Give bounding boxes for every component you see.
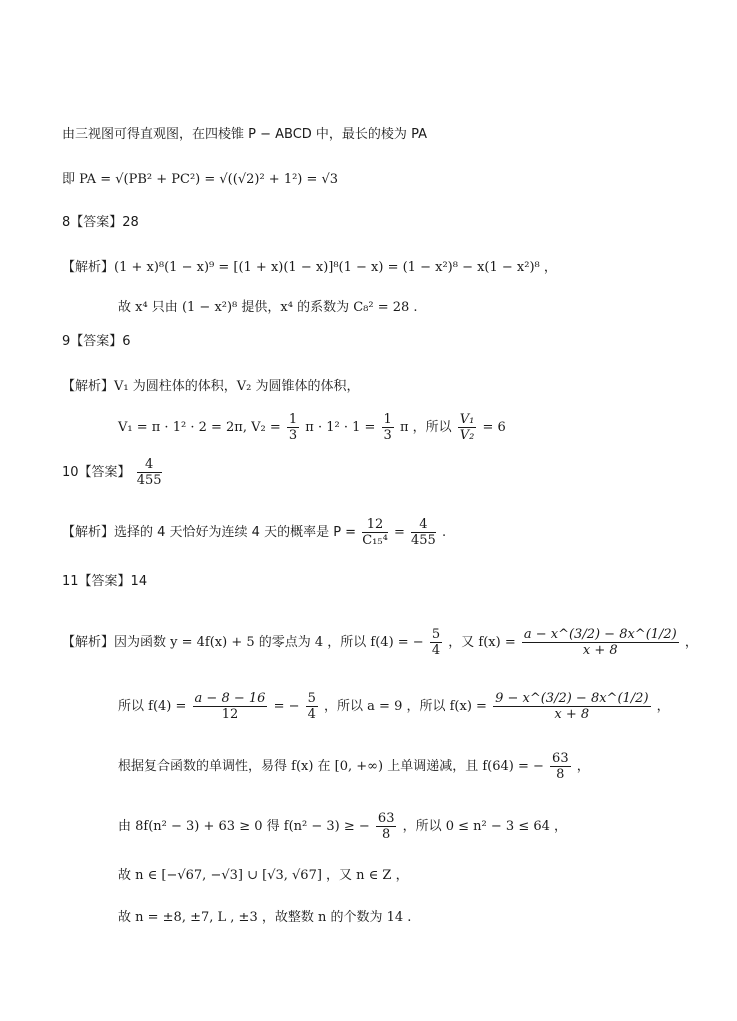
fraction-five-fourths [430,627,442,658]
text-line-1: 由三视图可得直观图，在四棱锥 P − ABCD 中，最长的棱为 PA [62,127,427,142]
answer-11-expl-b: ，又 f(x) = [448,635,520,650]
v-formula-part-c: π ，所以 [399,420,452,435]
v-formula-part-b: π · 1² · 1 = [305,420,380,435]
fraction-denominator: x + 8 [554,707,590,722]
fraction-numerator: 9 − x^(3/2) − 8x^(1/2) [495,691,649,706]
fraction-63-8 [550,751,571,782]
fraction-denominator: 12 [221,707,239,722]
fraction-denominator: 4 [431,643,441,658]
fraction-denominator: 455 [136,473,162,488]
answer-11-line-5: 故 n ∈ [−√67, −√3] ∪ [√3, √67] ，又 n ∈ Z ， [118,868,409,883]
answer-11-line-6: 故 n = ±8, ±7, L , ±3 ，故整数 n 的个数为 14 . [118,910,412,925]
answer-11-l2-d: ， [656,699,670,714]
answer-10-fraction [137,457,162,488]
fraction-denominator: 3 [383,428,392,443]
answer-8-explanation-2: 故 x⁴ 只由 (1 − x²)⁸ 提供，x⁴ 的系数为 C₈² = 28 . [118,300,418,315]
fraction-denominator: C₁₅⁴ [362,533,388,548]
fraction-fx-9 [493,691,650,722]
text-line-2: 即 PA = √(PB² + PC²) = √((√2)² + 1²) = √3 [62,172,339,187]
answer-11-l2-b: = − [273,699,300,714]
fraction-denominator: V₂ [459,428,475,443]
fraction-numerator: 12 [362,517,388,533]
answer-10-expl-c: . [441,525,447,540]
answer-11-l4-a: 由 8f(n² − 3) + 63 ≥ 0 得 f(n² − 3) ≥ − [118,819,370,834]
answer-11-line-4 [118,805,567,849]
fraction-numerator: a − x^(3/2) − 8x^(1/2) [523,627,677,642]
answer-11-l2-a: 所以 f(4) = [118,699,191,714]
fraction-63-8-2 [376,811,397,842]
fraction-numerator: V₁ [459,412,475,427]
fraction-numerator: 63 [377,811,395,826]
answer-10-expl-a: 【解析】选择的 4 天恰好为连续 4 天的概率是 P = [62,525,361,540]
fraction-one-third [287,412,299,443]
fraction-numerator: 1 [288,412,298,427]
fraction-f4 [193,691,268,722]
answer-11-l2-c: ，所以 a = 9 ，所以 f(x) = [324,699,492,714]
answer-10-heading: 10【答案】 [62,465,131,480]
answer-11-heading: 11【答案】14 [62,574,148,589]
v-formula-part-a: V₁ = π · 1² · 2 = 2π, V₂ = [118,420,285,435]
fraction-numerator: 5 [431,627,441,642]
fraction-denominator: 4 [307,707,316,722]
fraction-denominator: 3 [288,428,298,443]
answer-9-formula [118,410,506,446]
answer-10-explanation [62,513,446,553]
fraction-numerator: a − 8 − 16 [194,691,266,706]
fraction-probability [362,517,388,548]
answer-9-heading: 9【答案】6 [62,334,131,349]
fraction-numerator: 5 [307,691,316,706]
fraction-denominator: x + 8 [582,643,618,658]
fraction-v-ratio [458,412,477,443]
fraction-one-third-2 [382,412,394,443]
fraction-numerator: 4 [137,457,162,473]
answer-11-expl-a: 【解析】因为函数 y = 4f(x) + 5 的零点为 4 ，所以 f(4) = − [62,635,424,650]
fraction-fx [522,627,679,658]
answer-8-heading: 8【答案】28 [62,215,139,230]
answer-11-line-2 [118,682,670,732]
fraction-numerator: 63 [552,751,569,766]
fraction-denominator: 8 [556,767,565,782]
fraction-numerator: 1 [383,412,392,427]
fraction-denominator: 8 [382,827,391,842]
answer-11-line-3 [118,745,590,789]
fraction-denominator: 455 [410,533,436,548]
answer-9-explanation: 【解析】V₁ 为圆柱体的体积，V₂ 为圆锥体的体积， [62,379,360,394]
answer-11-l3-b: ， [576,759,590,774]
fraction-five-fourths-2 [306,691,318,722]
answer-8-explanation: 【解析】(1 + x)⁸(1 − x)⁹ = [(1 + x)(1 − x)]⁸(1 − x) = (1 − x²)⁸ − x(1 − x²)⁸ ， [62,260,557,275]
answer-11-l4-b: ，所以 0 ≤ n² − 3 ≤ 64 ， [402,819,568,834]
fraction-numerator: 4 [411,517,436,533]
answer-11-l3-a: 根据复合函数的单调性，易得 f(x) 在 [0, +∞) 上单调递减，且 f(64) = − [118,759,544,774]
v-formula-part-d: = 6 [482,420,506,435]
answer-10-heading-line [62,455,164,491]
fraction-result [411,517,436,548]
answer-11-expl-c: ， [684,635,698,650]
answer-10-expl-b: = [393,525,409,540]
answer-11-explanation [62,618,698,668]
